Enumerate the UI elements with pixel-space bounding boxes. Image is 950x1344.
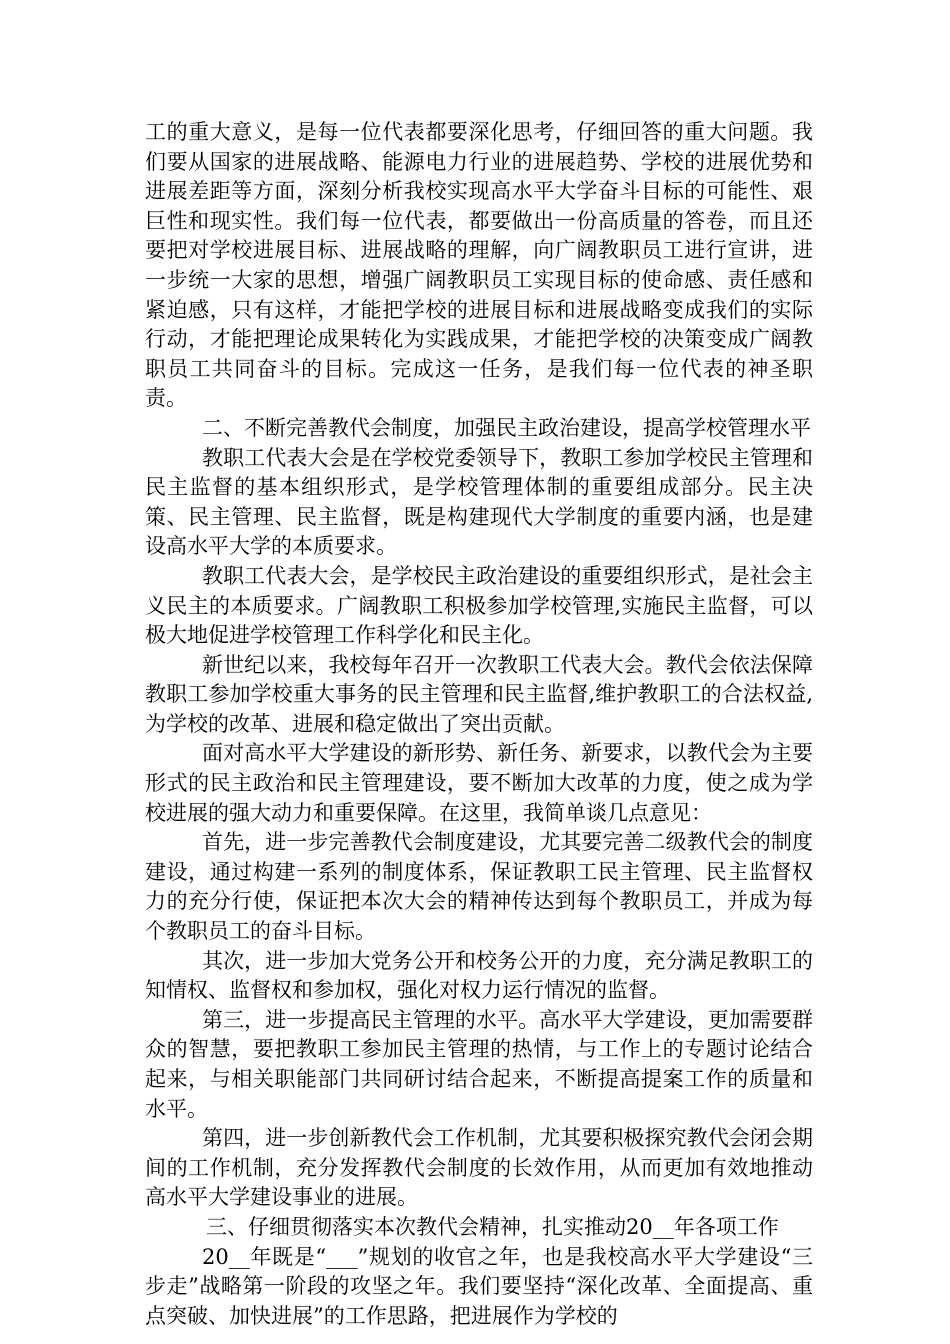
paragraph-continued: 工的重大意义，是每一位代表都要深化思考，仔细回答的重大问题。我们要从国家的进展战略、能源电力行业的进展趋势、学校的进展优势和进展差距等方面，深刻分析我校实现高水平大学奋斗目标的可能性、艰巨性和现实性。我们每一位代表，都要做出一份高质量的答卷，而且还要把对学校进展目标、进展战略的理解，向广阔教职员工进行宣讲，进一步统一大家的思想，增强广阔教职员工实现目标的使命感、责任感和紧迫感，只有这样，才能把学校的进展目标和进展战略变成我们的实际行动，才能把理论成果转化为实践成果，才能把学校的决策变成广阔教职员工共同奋斗的目标。完成这一任务，是我们每一位代表的神圣职责。 (145, 120, 813, 411)
paragraph: 20__年既是“___”规划的收官之年，也是我校高水平大学建设“三步走”战略第一阶段的攻坚之年。我们要坚持“深化改革、全面提高、重点突破、加快进展”的工作思路，把进展作为学校的 (145, 1244, 813, 1328)
section-heading-2: 二、不断完善教代会制度，加强民主政治建设，提高学校管理水平 (202, 415, 811, 440)
document-body (145, 118, 813, 1331)
paragraph: 教职工代表大会是在学校党委领导下，教职工参加学校民主管理和民主监督的基本组织形式，是学校管理体制的重要组成部分。民主决策、民主管理、民主监督，既是构建现代大学制度的重要内涵，也是建设高水平大学的本质要求。 (145, 445, 813, 559)
paragraph-point-1: 首先，进一步完善教代会制度建设，尤其要完善二级教代会的制度建设，通过构建一系列的制度体系，保证教职工民主管理、民主监督权力的充分行使，保证把本次大会的精神传达到每个教职员工，并成为每个教职员工的奋斗目标。 (145, 830, 813, 944)
paragraph-point-4: 第四，进一步创新教代会工作机制，尤其要积极探究教代会闭会期间的工作机制，充分发挥教代会制度的长效作用，从而更加有效地推动高水平大学建设事业的进展。 (145, 1126, 813, 1210)
section-heading-3: 三、仔细贯彻落实本次教代会精神，扎实推动20__年各项工作 (206, 1214, 779, 1239)
paragraph: 面对高水平大学建设的新形势、新任务、新要求，以教代会为主要形式的民主政治和民主管理建设，要不断加大改革的力度，使之成为学校进展的强大动力和重要保障。在这里，我简单谈几点意见： (145, 741, 813, 825)
paragraph: 教职工代表大会，是学校民主政治建设的重要组织形式，是社会主义民主的本质要求。广阔教职工积极参加学校管理,实施民主监督，可以极大地促进学校管理工作科学化和民主化。 (145, 563, 813, 648)
paragraph-point-2: 其次，进一步加大党务公开和校务公开的力度，充分满足教职工的知情权、监督权和参加权，强化对权力运行情况的监督。 (145, 948, 813, 1003)
paragraph: 新世纪以来，我校每年召开一次教职工代表大会。教代会依法保障教职工参加学校重大事务的民主管理和民主监督,维护教职工的合法权益,为学校的改革、进展和稳定做出了突出贡献。 (145, 652, 813, 736)
paragraph-point-3: 第三，进一步提高民主管理的水平。高水平大学建设，更加需要群众的智慧，要把教职工参加民主管理的热情，与工作上的专题讨论结合起来，与相关职能部门共同研讨结合起来，不断提高提案工作的质量和水平。 (145, 1007, 813, 1121)
